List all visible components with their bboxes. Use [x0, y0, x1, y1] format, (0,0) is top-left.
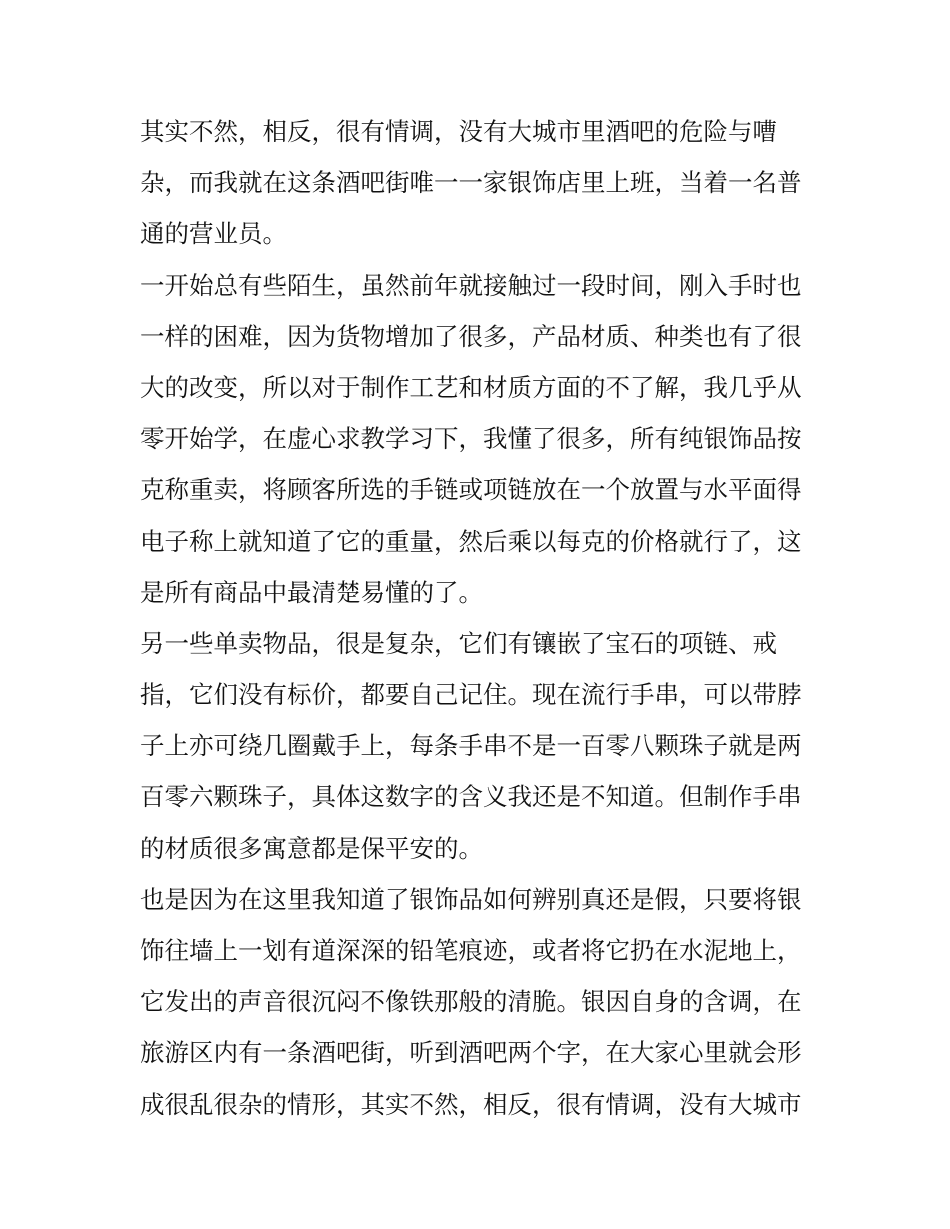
text-line: 其实不然，相反，很有情调，没有大城市里酒吧的危险与嘈	[140, 117, 777, 146]
text-line: 大的改变，所以对于制作工艺和材质方面的不了解，我几乎从	[140, 372, 802, 402]
document-body	[140, 106, 812, 1130]
text-line: 的材质很多寓意都是保平安的。	[140, 833, 483, 863]
paragraph-4	[140, 874, 812, 1130]
text-line: 另一些单卖物品，很是复杂，它们有镶嵌了宝石的项链、戒	[140, 628, 777, 658]
text-line: 饰往墙上一划有道深深的铅笔痕迹，或者将它扔在水泥地上，	[140, 936, 802, 965]
text-line: 是所有商品中最清楚易懂的了。	[140, 577, 483, 607]
text-line: 子上亦可绕几圈戴手上，每条手串不是一百零八颗珠子就是两	[140, 731, 802, 761]
text-line: 克称重卖，将顾客所选的手链或项链放在一个放置与水平面得	[140, 475, 802, 505]
text-line: 它发出的声音很沉闷不像铁那般的清脆。银因自身的含调，在	[140, 987, 802, 1017]
text-line: 旅游区内有一条酒吧街，听到酒吧两个字，在大家心里就会形	[140, 1038, 802, 1068]
text-line: 百零六颗珠子，具体这数字的含义我还是不知道。但制作手串	[140, 782, 802, 812]
text-line: 一样的困难，因为货物增加了很多，产品材质、种类也有了很	[140, 321, 802, 351]
text-line: 一开始总有些陌生，虽然前年就接触过一段时间，刚入手时也	[140, 270, 802, 300]
text-line: 也是因为在这里我知道了银饰品如何辨别真还是假，只要将银	[140, 884, 802, 914]
paragraph-1	[140, 106, 812, 260]
text-line: 通的营业员。	[140, 219, 287, 249]
text-line: 杂，而我就在这条酒吧街唯一一家银饰店里上班，当着一名普	[140, 168, 802, 198]
paragraph-3	[140, 618, 812, 874]
text-line: 零开始学，在虚心求教学习下，我懂了很多，所有纯银饰品按	[140, 424, 802, 454]
text-line: 指，它们没有标价，都要自己记住。现在流行手串，可以带脖	[140, 680, 802, 710]
paragraph-2	[140, 260, 812, 618]
text-line: 电子称上就知道了它的重量，然后乘以每克的价格就行了，这	[140, 526, 802, 556]
text-line: 成很乱很杂的情形，其实不然，相反，很有情调，没有大城市	[140, 1089, 802, 1119]
